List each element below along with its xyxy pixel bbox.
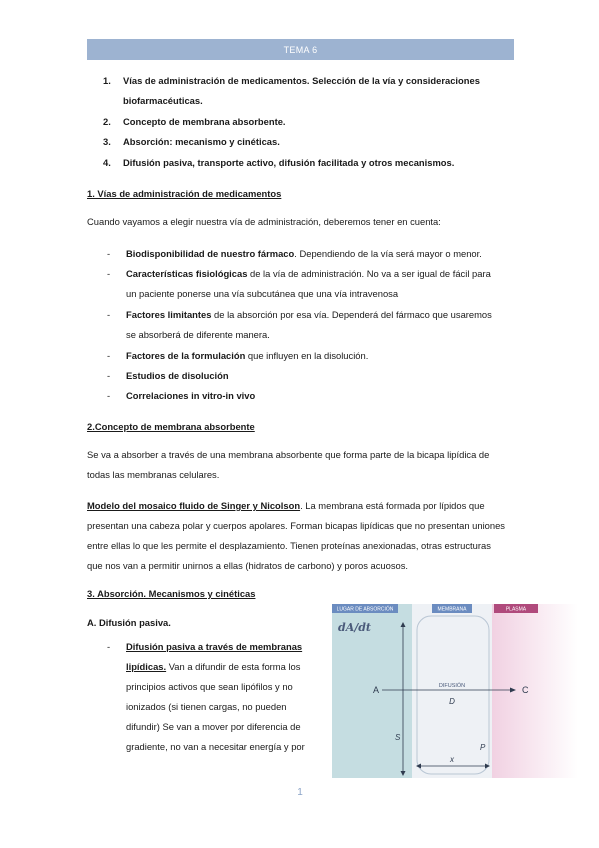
bullet-continuation: principios activos que sean lipófilos y no (126, 681, 293, 692)
bullet-text (126, 305, 492, 325)
bullet-bold: Difusión pasiva a través de membranas (126, 641, 303, 652)
toc-text: biofarmacéuticas. (123, 95, 203, 106)
label-x: x (450, 755, 454, 764)
toc-text: Difusión pasiva, transporte activo, difusión facilitada y otros mecanismos. (123, 157, 455, 168)
toc-number: 3. (103, 136, 111, 147)
bullet-text (126, 244, 482, 264)
bullet-continuation: un paciente ponerse una vía subcutánea que una vía intravenosa (126, 288, 399, 299)
bullet-text (126, 657, 300, 677)
rate-formula: dA/dt (338, 621, 372, 634)
bullet-bold: Biodisponibilidad de nuestro fármaco (126, 248, 295, 259)
section-1-intro (87, 212, 515, 232)
toc-number: 1. (103, 75, 111, 86)
bullet-text (126, 366, 229, 386)
paragraph-line: entre ellas lo que les permite el desplazamiento. Tienen proteínas anexionadas, otras estructuras (87, 540, 491, 551)
model-title: Modelo del mosaico fluido de Singer y Nicolson (87, 500, 301, 511)
bullet-bold: Factores de la formulación (126, 350, 246, 361)
bullet-dash: - (107, 390, 111, 401)
label-absorption: LUGAR DE ABSORCIÓN (336, 606, 394, 613)
label-s: S (395, 733, 401, 742)
paragraph-line: Cuando vayamos a elegir nuestra vía de administración, deberemos tener en cuenta: (87, 216, 441, 227)
bullet-text (126, 264, 491, 284)
label-membrane: MEMBRANA (437, 606, 467, 613)
bullet-rest: . Dependiendo de la vía será mayor o menor. (294, 248, 482, 259)
toc-number: 4. (103, 157, 111, 168)
bullet-dash: - (107, 268, 111, 279)
bullet-dash: - (107, 641, 111, 652)
toc-text: Vías de administración de medicamentos. Selección de la vía y consideraciones (123, 75, 480, 86)
bullet-continuation: se absorberá de diferente manera. (126, 329, 270, 340)
paragraph-line: todas las membranas celulares. (87, 469, 220, 480)
label-d: D (449, 697, 455, 706)
bullet-text (126, 386, 255, 406)
label-a: A (373, 685, 380, 695)
page-number: 1 (297, 787, 303, 798)
bullet-rest: Van a difundir de esta forma los (166, 661, 301, 672)
bullet-dash: - (107, 350, 111, 361)
section-3-heading: 3. Absorción. Mecanismos y cinéticas (87, 588, 256, 599)
label-diffusion: DIFUSIÓN (438, 683, 466, 689)
bullet-bold: Correlaciones in vitro-in vivo (126, 390, 256, 401)
bullet-dash: - (107, 309, 111, 320)
bullet-text (126, 346, 368, 366)
membrane-diffusion-diagram (332, 600, 578, 778)
bullet-dash: - (107, 248, 111, 259)
bullet-continuation: gradiente, no van a necesitar energía y por (126, 741, 305, 752)
toc-number: 2. (103, 116, 111, 127)
bullet-bold: lipídicas. (126, 661, 167, 672)
toc-text: Absorción: mecanismo y cinéticas. (123, 136, 280, 147)
bullet-bold: Estudios de disolución (126, 370, 229, 381)
paragraph-line: presentan una cabeza polar y cuerpos apolares. Forman bicapas lipídicas que no presentan uniones (87, 520, 505, 531)
section-3-subheading: A. Difusión pasiva. (87, 617, 171, 628)
header-title: TEMA 6 (283, 44, 318, 55)
paragraph-line: Se va a absorber a través de una membrana absorbente que forma parte de la bicapa lipídica de (87, 449, 490, 460)
bullet-dash: - (107, 370, 111, 381)
bullet-text (126, 637, 302, 657)
label-plasma: PLASMA (505, 606, 527, 613)
bullet-rest: de la absorción por esa vía. Dependerá del fármaco que usaremos (211, 309, 492, 320)
label-p: P (480, 743, 486, 752)
bullet-rest: que influyen en la disolución. (245, 350, 369, 361)
paragraph-line: que nos van a permitir unirnos a ellas (hidratos de carbono) y poros acuosos. (87, 560, 409, 571)
plasma-region (492, 604, 578, 778)
bullet-continuation: ionizados (si tienen cargas, no pueden (126, 701, 287, 712)
membrane-model-paragraph (87, 496, 515, 576)
model-first-rest: . La membrana está formada por lípidos que (300, 500, 485, 511)
toc-text: Concepto de membrana absorbente. (123, 116, 286, 127)
document-header (87, 39, 514, 60)
label-c: C (522, 685, 529, 695)
bullet-continuation: difundir) Se van a mover por diferencia de (126, 721, 301, 732)
bullet-bold: Factores limitantes (126, 309, 212, 320)
section-1-heading: 1. Vías de administración de medicamentos (87, 188, 282, 199)
paragraph-line (87, 496, 515, 516)
section-2-heading: 2.Concepto de membrana absorbente (87, 421, 255, 432)
section-2-paragraph (87, 445, 515, 485)
bullet-bold: Características fisiológicas (126, 268, 248, 279)
bullet-rest: de la vía de administración. No va a ser igual de fácil para (247, 268, 491, 279)
